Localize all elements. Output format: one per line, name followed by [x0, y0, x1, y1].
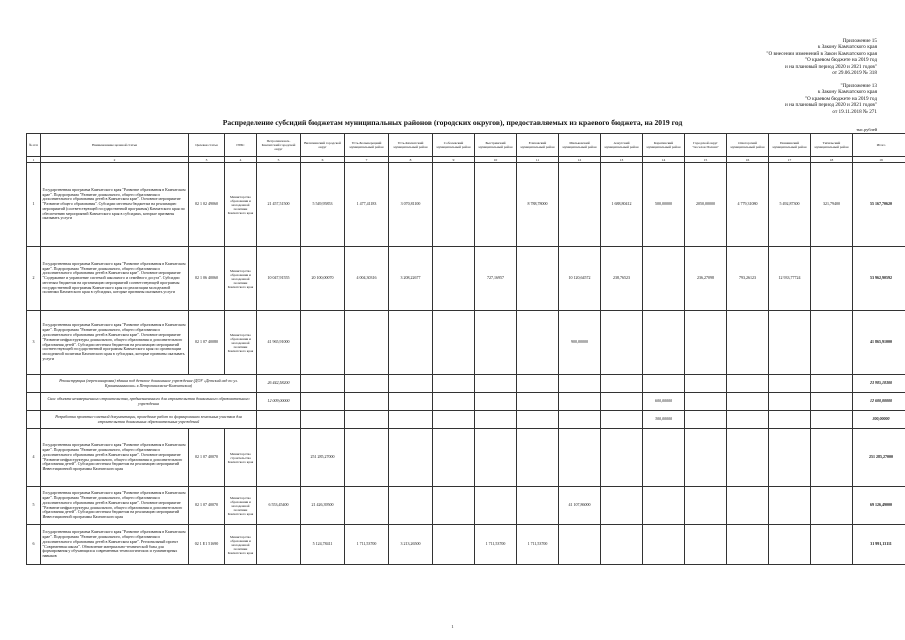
table-cell-value [475, 375, 517, 393]
table-cell-value: 2050,00000 [685, 163, 727, 247]
row-total: 251 285,27000 [853, 429, 905, 487]
table-cell-value [517, 393, 559, 411]
row-number: 2 [27, 247, 41, 311]
page-number: 1 [451, 624, 454, 629]
row-code: 02 1 02 49060 [189, 163, 225, 247]
table-row [27, 487, 905, 525]
row-name: Государственная программа Камчатского края "Развитие образования в Камчатском крае". Подпрограмма "Развитие дошкольного, общего образования и дополнительного образования детей в Камчатском крае". Основное мероприятие "Содержание и управление системой школьного и семейного досуга". Субсидии местным бюджетам на организацию мероприятий соответствующей программы государственной программы Камчатского края по реализации молодежной политики Камчатского края в субсидиях, которые призваны оказывать услуги [41, 247, 189, 311]
column-header: Вилючинский городской округ [301, 134, 345, 157]
column-header: Алеутский муниципальный район [601, 134, 643, 157]
column-header: Елизовский муниципальный район [517, 134, 559, 157]
column-header: Олюторский муниципальный район [727, 134, 769, 157]
subrow-description: Снос объекта незавершенного строительства, предназначенного для строительства дошкольного образовательного учреждения [41, 393, 257, 411]
row-grbs: Министерство образования и молодежной политики Камчатского края [225, 311, 257, 375]
table-cell-value: 10 120,64572 [559, 247, 601, 311]
table-cell-value [559, 429, 601, 487]
row-code: 02 1 07 40080 [189, 311, 225, 375]
table-cell-value [433, 525, 475, 565]
column-header: Пенжинский муниципальный район [769, 134, 811, 157]
table-cell-value: 900,00000 [559, 311, 601, 375]
row-grbs: Министерство строительства Камчатского края [225, 429, 257, 487]
table-cell-value [433, 163, 475, 247]
table-cell-value [643, 247, 685, 311]
table-cell-value [433, 247, 475, 311]
table-cell-value [389, 429, 433, 487]
table-cell-value [727, 525, 769, 565]
table-row [27, 525, 905, 565]
column-number: 17 [769, 157, 811, 163]
table-cell-value: 8 788,78000 [517, 163, 559, 247]
column-header: Мильковский муниципальный район [559, 134, 601, 157]
table-cell-value: 6 553,45400 [257, 487, 301, 525]
table-cell-value [601, 393, 643, 411]
row-number: 5 [27, 487, 41, 525]
table-cell-value: 21 457,51500 [257, 163, 301, 247]
subrow-description: Разработка проектно-сметной документации, проведение работ по формированию земельных участков для строительства дошкольных образовательных учреждений [41, 411, 257, 429]
table-cell-value [601, 311, 643, 375]
annex-line: Приложение 15 [842, 38, 877, 44]
table-subrow [27, 375, 905, 393]
table-cell-value [301, 375, 345, 393]
row-name: Государственная программа Камчатского края "Развитие образования в Камчатском крае". Подпрограмма "Развитие дошкольного, общего образования и дополнительного образования детей в Камчатском крае". Основное мероприятие "Развитие общего образования". Субсидии местным бюджетам на реализацию мероприятий (соответствующей государственной программы) Камчатского края по обеспечению мероприятий Камчатского края в субсидиях, которые призваны оказывать услуги [41, 163, 189, 247]
table-cell-value: 10 047,91555 [257, 247, 301, 311]
table-cell-value: 3 213,26500 [389, 525, 433, 565]
annex-header-current [766, 38, 877, 76]
row-code: 02 1 07 40070 [189, 487, 225, 525]
table-cell-value [345, 411, 389, 429]
table-subrow [27, 411, 905, 429]
table-cell-value: 793,26123 [727, 247, 769, 311]
table-cell-value [643, 311, 685, 375]
table-cell-value [727, 311, 769, 375]
row-number [27, 375, 41, 393]
table-cell-value [811, 429, 853, 487]
table-cell-value [475, 163, 517, 247]
column-header: Карагинский муниципальный район [643, 134, 685, 157]
table-cell-value [517, 429, 559, 487]
column-header: Наименование целевой статьи [41, 134, 189, 157]
row-grbs: Министерство образования и молодежной политики Камчатского края [225, 247, 257, 311]
table-cell-value [475, 411, 517, 429]
table-cell-value [727, 429, 769, 487]
table-cell-value [345, 429, 389, 487]
table-cell-value: 4 779,31080 [727, 163, 769, 247]
row-code: 02 1 07 40070 [189, 429, 225, 487]
table-cell-value: 236,27098 [685, 247, 727, 311]
row-number: 4 [27, 429, 41, 487]
table-row [27, 311, 905, 375]
column-number: 6 [301, 157, 345, 163]
table-cell-value [345, 375, 389, 393]
row-total: 41 865,91000 [853, 311, 905, 375]
table-cell-value [389, 411, 433, 429]
table-cell-value [433, 429, 475, 487]
table-cell-value [301, 411, 345, 429]
subsidy-table [26, 133, 905, 565]
table-row [27, 163, 905, 247]
table-cell-value [769, 375, 811, 393]
table-cell-value [769, 311, 811, 375]
column-number: 11 [517, 157, 559, 163]
table-cell-value [257, 525, 301, 565]
table-cell-value [389, 311, 433, 375]
table-row [27, 247, 905, 311]
table-cell-value: 1 711,53700 [345, 525, 389, 565]
row-total: 69 126,49000 [853, 487, 905, 525]
column-header: Городской округ "поселок Палана" [685, 134, 727, 157]
table-cell-value [475, 487, 517, 525]
table-cell-value [811, 311, 853, 375]
table-cell-value: 41 107,86000 [559, 487, 601, 525]
table-cell-value: 5 492,87300 [769, 163, 811, 247]
annex-line: и на плановый период 2020 и 2021 годов" [785, 63, 877, 70]
table-cell-value [389, 487, 433, 525]
column-header: Соболевский муниципальный район [433, 134, 475, 157]
annex-line: от 29.06.2019 № 318 [832, 70, 877, 77]
column-header: Итого [853, 134, 905, 157]
table-cell-value [389, 375, 433, 393]
table-cell-value [345, 487, 389, 525]
table-cell-value [433, 311, 475, 375]
table-cell-value [685, 375, 727, 393]
row-total: 300,00000 [853, 411, 905, 429]
table-cell-value: 12 009,00000 [257, 393, 301, 411]
row-total: 31 991,13111 [853, 525, 905, 565]
row-grbs: Министерство образования и молодежной политики Камчатского края [225, 487, 257, 525]
row-total: 23 985,18300 [853, 375, 905, 393]
table-cell-value [257, 411, 301, 429]
table-cell-value: 300,00000 [643, 411, 685, 429]
table-cell-value [811, 247, 853, 311]
row-name: Государственная программа Камчатского края "Развитие образования в Камчатском крае". Подпрограмма "Развитие дошкольного, общего образования и дополнительного образования детей в Камчатском крае". Основное мероприятие "Развитие инфраструктуры дошкольного, общего образования и дополнительного образования детей". Субсидии местным бюджетам на реализацию мероприятий Инвестиционной программы Камчатского края [41, 429, 189, 487]
column-number: 13 [601, 157, 643, 163]
table-cell-value [685, 487, 727, 525]
table-cell-value [517, 375, 559, 393]
annex-line: от 19.11.2018 № 271 [832, 108, 877, 115]
table-cell-value [433, 393, 475, 411]
row-number: 1 [27, 163, 41, 247]
table-cell-value [345, 311, 389, 375]
table-cell-value [811, 411, 853, 429]
column-number: 2 [41, 157, 189, 163]
table-cell-value: 3 208,22677 [389, 247, 433, 311]
table-cell-value: 600,00000 [643, 393, 685, 411]
table-cell-value: 5 124,78411 [301, 525, 345, 565]
table-cell-value [601, 375, 643, 393]
column-header: ГРБС [225, 134, 257, 157]
table-header-row [27, 134, 905, 157]
units-label: тыс.рублей [856, 127, 877, 132]
column-number: 14 [643, 157, 685, 163]
subrow-description: Реконструкция (перепланировка) здания под детское дошкольное учреждение (ДОУ «Детский сад по ул. Крашенинникова» в Петропавловске-Камчатском) [41, 375, 257, 393]
column-number: 16 [727, 157, 769, 163]
table-cell-value [811, 525, 853, 565]
table-cell-value [475, 429, 517, 487]
column-number: 10 [475, 157, 517, 163]
table-cell-value [727, 487, 769, 525]
row-grbs: Министерство образования и молодежной политики Камчатского края [225, 163, 257, 247]
column-number: 15 [685, 157, 727, 163]
table-cell-value [517, 487, 559, 525]
annex-line: и на плановый период 2020 и 2021 годов" [785, 102, 877, 109]
table-cell-value: 26 442,58200 [257, 375, 301, 393]
table-cell-value [685, 411, 727, 429]
table-cell-value [727, 375, 769, 393]
row-total: 12 600,00000 [853, 393, 905, 411]
table-cell-value: 41 965,91000 [257, 311, 301, 375]
column-header: Быстринский муниципальный район [475, 134, 517, 157]
table-cell-value [301, 393, 345, 411]
table-row [27, 429, 905, 487]
table-cell-value [685, 429, 727, 487]
table-cell-value [433, 375, 475, 393]
column-header: Целевая статья [189, 134, 225, 157]
annex-header-original [785, 83, 877, 115]
table-cell-value: 727,16957 [475, 247, 517, 311]
table-cell-value: 1 477,41183 [345, 163, 389, 247]
table-cell-value [475, 311, 517, 375]
table-cell-value: 5 549,95853 [301, 163, 345, 247]
table-cell-value [601, 525, 643, 565]
table-cell-value [601, 411, 643, 429]
table-cell-value [769, 487, 811, 525]
table-cell-value: 12 933,77724 [769, 247, 811, 311]
table-cell-value [685, 525, 727, 565]
table-cell-value [389, 393, 433, 411]
table-cell-value [727, 411, 769, 429]
annex-line: "Приложение 13 [840, 83, 877, 89]
table-cell-value: 4 004,30316 [345, 247, 389, 311]
column-number: 4 [225, 157, 257, 163]
document-title: Распределение субсидий бюджетам муниципальных районов (городских округов), предоставляемых из краевого бюджета, на 2019 год [222, 118, 683, 127]
annex-line: к Закону Камчатского края [817, 89, 877, 96]
row-name: Государственная программа Камчатского края "Развитие образования в Камчатском крае". Подпрограмма "Развитие дошкольного, общего образования и дополнительного образования детей в Камчатском крае". Региональный проект "Современная школа". Обновление материально-технической базы для формирования у обучающихся современных технологических и гуманитарных навыков [41, 525, 189, 565]
table-cell-value [601, 429, 643, 487]
column-header: Тигильский муниципальный район [811, 134, 853, 157]
table-cell-value: 321,79400 [811, 163, 853, 247]
row-name: Государственная программа Камчатского края "Развитие образования в Камчатском крае". Подпрограмма "Развитие дошкольного, общего образования и дополнительного образования детей в Камчатском крае". Основное мероприятие "Развитие инфраструктуры дошкольного, общего образования и дополнительного образования детей". Субсидии местным бюджетам на реализацию мероприятий соответствующей государственной программы Камчатского края по организации молодежной политики Камчатского края в субсидиях, которые призваны оказывать услуги [41, 311, 189, 375]
table-cell-value [517, 247, 559, 311]
table-cell-value [811, 487, 853, 525]
table-subrow [27, 393, 905, 411]
column-number: 19 [853, 157, 905, 163]
table-cell-value [517, 411, 559, 429]
table-cell-value: 1 711,53700 [517, 525, 559, 565]
column-number: 7 [345, 157, 389, 163]
table-cell-value [727, 393, 769, 411]
annex-line: "О краевом бюджете на 2019 год [804, 57, 877, 64]
annex-line: "О краевом бюджете на 2019 год [804, 95, 877, 102]
table-cell-value [301, 311, 345, 375]
table-cell-value [559, 411, 601, 429]
table-cell-value: 500,00000 [643, 163, 685, 247]
table-cell-value [643, 375, 685, 393]
table-cell-value: 21 426,39500 [301, 487, 345, 525]
table-cell-value [685, 393, 727, 411]
table-cell-value [643, 487, 685, 525]
row-number: 6 [27, 525, 41, 565]
column-header: № п/п [27, 134, 41, 157]
row-number [27, 411, 41, 429]
column-number: 3 [189, 157, 225, 163]
table-cell-value: 3 070,81100 [389, 163, 433, 247]
table-cell-value [257, 429, 301, 487]
row-code: 02 1 Е1 51690 [189, 525, 225, 565]
column-number: 1 [27, 157, 41, 163]
annex-line: "О внесении изменений в Закон Камчатского края [766, 50, 877, 57]
column-number: 9 [433, 157, 475, 163]
row-number: 3 [27, 311, 41, 375]
row-grbs: Министерство образования и молодежной политики Камчатского края [225, 525, 257, 565]
table-cell-value [433, 487, 475, 525]
table-cell-value: 1 711,53700 [475, 525, 517, 565]
table-cell-value [345, 393, 389, 411]
table-cell-value: 251 285,27000 [301, 429, 345, 487]
annex-line: к Закону Камчатского края [817, 44, 877, 51]
table-cell-value: 1 688,80412 [601, 163, 643, 247]
table-cell-value [601, 487, 643, 525]
table-cell-value [559, 393, 601, 411]
table-cell-value [559, 163, 601, 247]
column-number: 18 [811, 157, 853, 163]
column-header: Усть-Камчатский муниципальный район [389, 134, 433, 157]
table-cell-value [769, 525, 811, 565]
row-total: 55 167,70620 [853, 163, 905, 247]
table-cell-value [643, 429, 685, 487]
column-header: Усть-Большерецкий муниципальный район [345, 134, 389, 157]
table-cell-value [517, 311, 559, 375]
table-cell-value [769, 411, 811, 429]
row-code: 02 1 06 40060 [189, 247, 225, 311]
table-cell-value [559, 375, 601, 393]
column-number: 12 [559, 157, 601, 163]
table-cell-value: 238,76523 [601, 247, 643, 311]
table-cell-value: 20 100,00070 [301, 247, 345, 311]
table-cell-value [475, 393, 517, 411]
column-number: 5 [257, 157, 301, 163]
table-cell-value [769, 429, 811, 487]
column-number: 8 [389, 157, 433, 163]
table-cell-value [769, 393, 811, 411]
table-cell-value [811, 375, 853, 393]
row-name: Государственная программа Камчатского края "Развитие образования в Камчатском крае". Подпрограмма "Развитие дошкольного, общего образования и дополнительного образования детей в Камчатском крае". Основное мероприятие "Развитие инфраструктуры дошкольного, общего образования и дополнительного образования детей". Субсидии местным бюджетам на реализацию мероприятий Инвестиционной программы Камчатского края [41, 487, 189, 525]
table-cell-value [559, 525, 601, 565]
column-header: Петропавловск-Камчатский городской округ [257, 134, 301, 157]
table-cell-value [811, 393, 853, 411]
table-cell-value [643, 525, 685, 565]
table-cell-value [685, 311, 727, 375]
table-cell-value [433, 411, 475, 429]
row-total: 53 962,90592 [853, 247, 905, 311]
row-number [27, 393, 41, 411]
